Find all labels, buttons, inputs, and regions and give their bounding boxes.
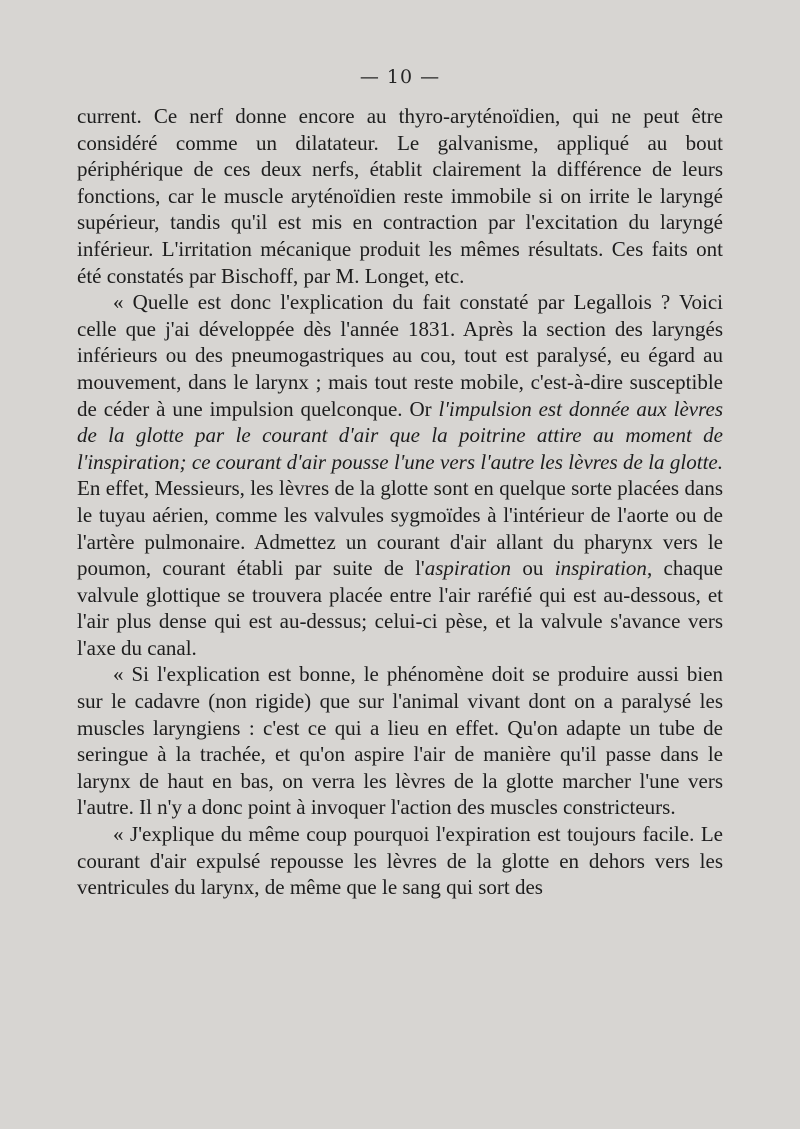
paragraph-2-text-2: En effet, Messieurs, les lèvres de la glotte sont en quelque sorte placées dans le tuyau aérien, comme les valvules sygmoïdes à l'intérieur de l'aorte ou de l'artère pulmonaire. Admettez un courant d'air allant du pharynx vers le poumon, courant établi par suite de l' [77,476,723,581]
paragraph-2-text-3: ou [511,556,555,581]
paragraph-2 [77,289,723,661]
paragraph-2-italic-1: l'impulsion est donnée aux lèvres de la glotte par le courant d'air que la poitrine attire au moment de l'inspiration; ce courant d'air pousse l'une vers l'autre les lèvres de la glotte. [77,396,723,474]
paragraph-1-text: current. Ce nerf donne encore au thyro-aryténoïdien, qui ne peut être considéré comme un dilatateur. Le galvanisme, appliqué au bout périphérique de ces deux nerfs, établit clairement la différence de leurs fonctions, car le muscle aryténoïdien reste immobile si on irrite le laryngé supérieur, tandis qu'il est mis en contraction par l'excitation du laryngé inférieur. L'irritation mécanique produit les mêmes résultats. Ces faits ont été constatés par Bischoff, par M. Longet, etc. [77,104,723,288]
paragraph-3-text: « Si l'explication est bonne, le phénomène doit se produire aussi bien sur le cadavre (non rigide) que sur l'animal vivant dont on a paralysé les muscles laryngiens : c'est ce qui a lieu en effet. Qu'on adapte un tube de seringue à la trachée, et qu'on aspire l'air de manière qu'il passe dans le larynx de haut en bas, on verra les lèvres de la glotte marcher l'une vers l'autre. Il n'y a donc point à invoquer l'action des muscles constricteurs. [77,662,723,820]
paragraph-1 [77,103,723,289]
body-text [77,103,723,901]
paragraph-3 [77,661,723,821]
paragraph-2-text-4: , chaque valvule glottique se trouvera placée entre l'air raréfié qui est au-dessous, et l'air plus dense qui est au-dessus; celui-ci pèse, et la valvule s'avance vers l'axe du canal. [77,556,723,660]
paragraph-2-italic-2: aspiration [424,556,512,581]
paragraph-2-italic-3: inspiration [554,556,647,581]
paragraph-2-text-1: « Quelle est donc l'explication du fait constaté par Legallois ? Voici celle que j'ai développée dès l'année 1831. Après la section des laryngés inférieurs ou des pneumogastriques au cou, tout est paralysé, eu égard au mouvement, dans le larynx ; mais tout reste mobile, c'est-à-dire susceptible de céder à une impulsion quelconque. Or [77,290,723,421]
paragraph-4 [77,821,723,901]
page-number: — 10 — [359,66,441,88]
paragraph-4-text: « J'explique du même coup pourquoi l'expiration est toujours facile. Le courant d'air expulsé repousse les lèvres de la glotte en dehors vers les ventricules du larynx, de même que le sang qui sort des [77,822,723,900]
